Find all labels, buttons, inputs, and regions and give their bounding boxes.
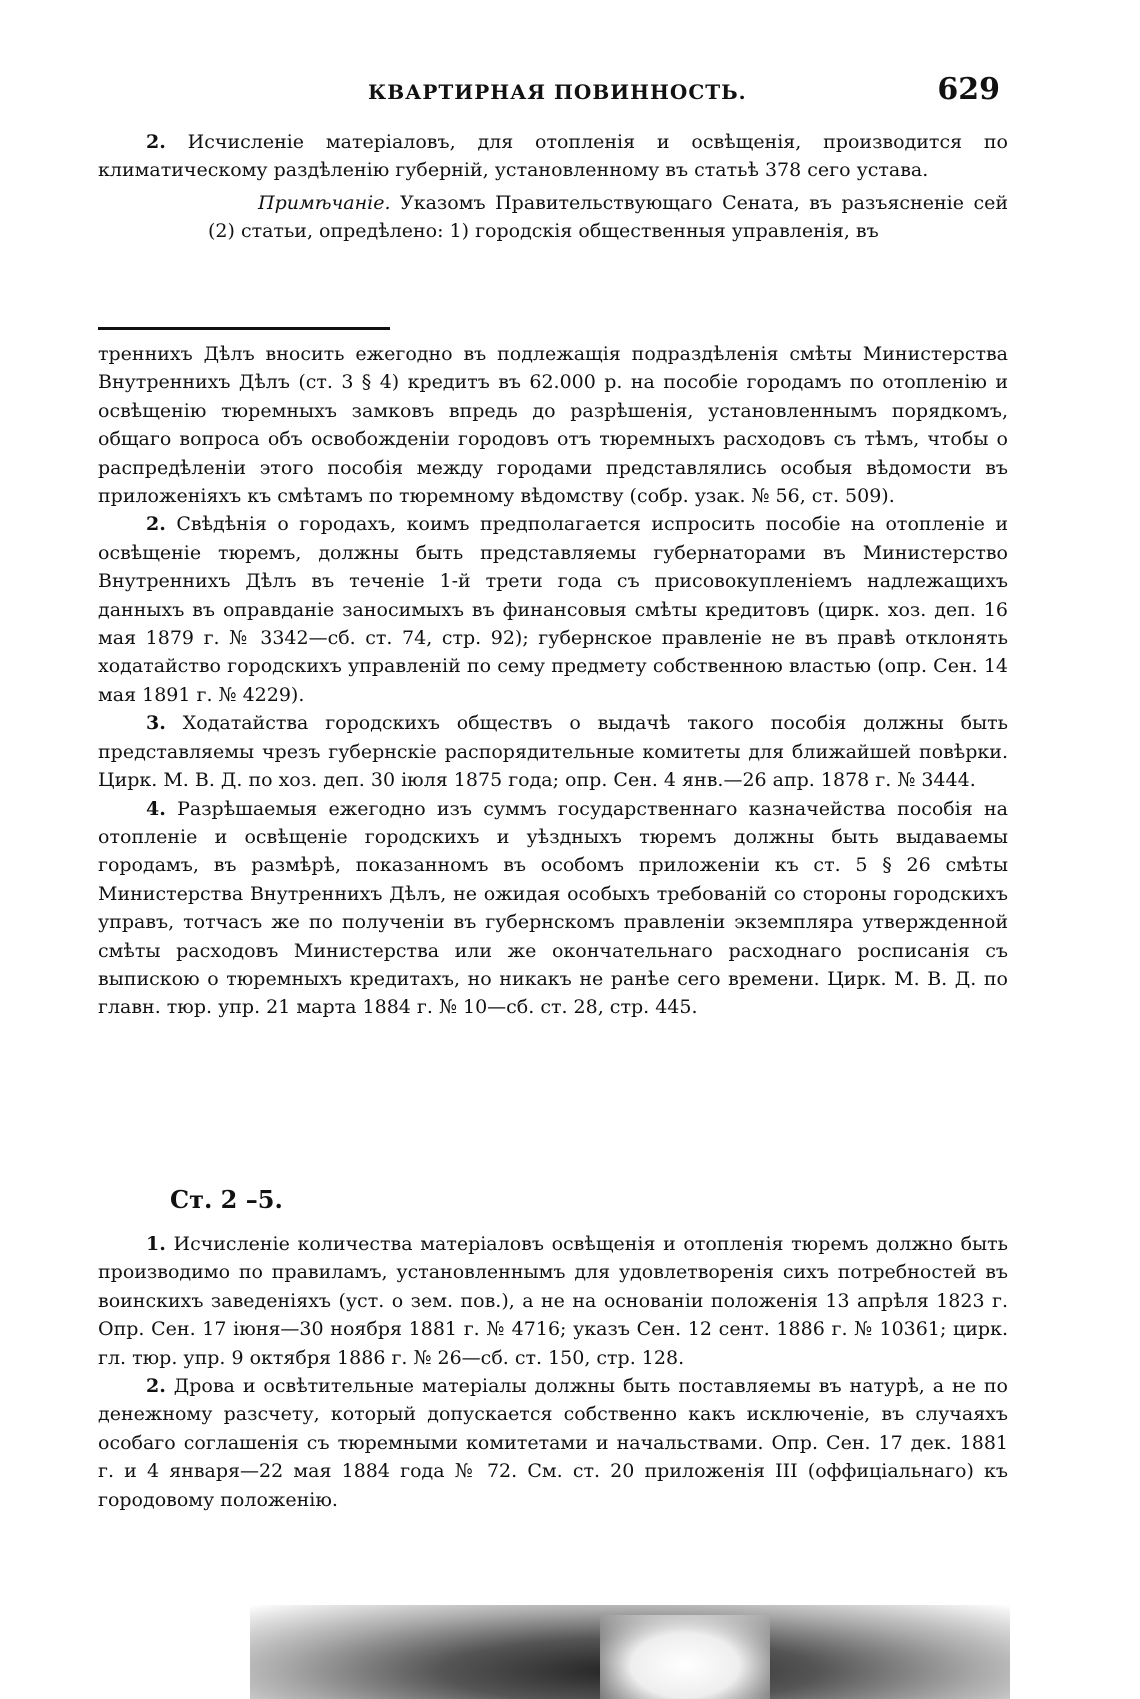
section-item-text: Дрова и освѣтительные матеріалы должны быть поставляемы въ натурѣ, а не по денежному разсчету, который допускается собственно какъ исключеніе, въ случаяхъ особаго соглашенія съ тюремными комитетами и начальствами. Опр. Сен. 17 дек. 1881 г. и 4 января—22 мая 1884 года № 72. См. ст. 20 приложенія III (оффиціальнаго) къ городовому положенію. bbox=[98, 1375, 1008, 1511]
section-paragraph bbox=[98, 1230, 1008, 1372]
page-number: 629 bbox=[937, 72, 1000, 107]
footnote-number: 2. bbox=[146, 513, 166, 536]
footnote-divider bbox=[98, 327, 390, 330]
note-paragraph bbox=[208, 189, 1008, 246]
footnote-paragraph bbox=[98, 510, 1008, 709]
note-text: Указомъ Правительствующаго Сената, въ разъясненіе сей (2) статьи, опредѣлено: 1) городскія общественныя управленія, въ bbox=[208, 191, 1008, 243]
page-header bbox=[160, 72, 1000, 112]
footnote-continuation bbox=[98, 340, 1008, 510]
article-number: 2. bbox=[146, 131, 166, 153]
footnote-text: Ходатайства городскихъ обществъ о выдачѣ такого пособія должны быть представляемы чрезъ губернскіе распорядительные комитеты для ближайшей повѣрки. Цирк. М. В. Д. по хоз. деп. 30 іюля 1875 года; опр. Сен. 4 янв.—26 апр. 1878 г. № 3444. bbox=[98, 712, 1008, 792]
section-paragraph bbox=[98, 1372, 1008, 1514]
note-block bbox=[208, 189, 1008, 246]
article-text: Исчисленіе матеріаловъ, для отопленія и освѣщенія, производится по климатическому раздѣленію губерній, установленному въ статьѣ 378 сего устава. bbox=[98, 131, 1008, 182]
article-paragraph bbox=[98, 128, 1008, 185]
footnote-text: треннихъ Дѣлъ вносить ежегодно въ подлежащія подраздѣленія смѣты Министерства Внутреннихъ Дѣлъ (ст. 3 § 4) кредитъ въ 62.000 р. на пособіе городамъ по отопленію и освѣщенію тюремныхъ замковъ впредь до разрѣшенія, установленнымъ порядкомъ, общаго вопроса объ освобожденіи городовъ отъ тюремныхъ расходовъ съ тѣмъ, чтобы о распредѣленіи этого пособія между городами представлялись особыя вѣдомости въ приложеніяхъ къ смѣтамъ по тюремному вѣдомству (собр. узак. № 56, ст. 509). bbox=[98, 343, 1008, 508]
section-heading: Ст. 2 –5. bbox=[170, 1185, 283, 1214]
footnote-number: 4. bbox=[146, 797, 166, 820]
section-item-text: Исчисленіе количества матеріаловъ освѣщенія и отопленія тюремъ должно быть производимо по правиламъ, установленнымъ для удовлетворенія сихъ потребностей въ воинскихъ заведеніяхъ (уст. о зем. пов.), а не на основаніи положенія 13 апрѣля 1823 г. Опр. Сен. 17 іюня—30 ноября 1881 г. № 4716; указъ Сен. 12 сент. 1886 г. № 10361; цирк. гл. тюр. упр. 9 октября 1886 г. № 26—сб. ст. 150, стр. 128. bbox=[98, 1233, 1008, 1369]
scan-smudge-highlight bbox=[600, 1615, 770, 1699]
footnote-text: Разрѣшаемыя ежегодно изъ суммъ государственнаго казначейства пособія на отопленіе и освѣщеніе городскихъ и уѣздныхъ тюремъ должны быть выдаваемы городамъ, въ размѣрѣ, показанномъ въ особомъ приложеніи къ ст. 5 § 26 смѣты Министерства Внутреннихъ Дѣлъ, не ожидая особыхъ требованій со стороны городскихъ управъ, тотчасъ же по полученіи въ губернскомъ правленіи экземпляра утвержденной смѣты расходовъ Министерства или же окончательнаго расходнаго росписанія съ выпискою о тюремныхъ кредитахъ, но никакъ не ранѣе сего времени. Цирк. М. В. Д. по главн. тюр. упр. 21 марта 1884 г. № 10—сб. ст. 28, стр. 445. bbox=[98, 797, 1008, 1019]
footnote-text: Свѣдѣнія о городахъ, коимъ предполагается испросить пособіе на отопленіе и освѣщеніе тюремъ, должны быть представляемы губернаторами въ Министерство Внутреннихъ Дѣлъ въ теченіе 1-й трети года съ присовокупленіемъ надлежащихъ данныхъ въ оправданіе заносимыхъ въ финансовыя смѣты кредитовъ (цирк. хоз. деп. 16 мая 1879 г. № 3342—сб. ст. 74, стр. 92); губернское правленіе не въ правѣ отклонять ходатайство городскихъ управленій по сему предмету собственною властью (опр. Сен. 14 мая 1891 г. № 4229). bbox=[98, 513, 1008, 706]
running-title: КВАРТИРНАЯ ПОВИННОСТЬ. bbox=[368, 80, 747, 104]
note-label: Примѣчаніе. bbox=[258, 191, 391, 214]
footnote-paragraph bbox=[98, 795, 1008, 1022]
section-item-number: 2. bbox=[146, 1375, 166, 1398]
section-item-number: 1. bbox=[146, 1233, 166, 1255]
article-block bbox=[98, 128, 1008, 246]
section-block bbox=[98, 1230, 1008, 1514]
footnotes-block bbox=[98, 340, 1008, 1022]
footnote-number: 3. bbox=[146, 712, 166, 735]
footnote-paragraph bbox=[98, 709, 1008, 794]
